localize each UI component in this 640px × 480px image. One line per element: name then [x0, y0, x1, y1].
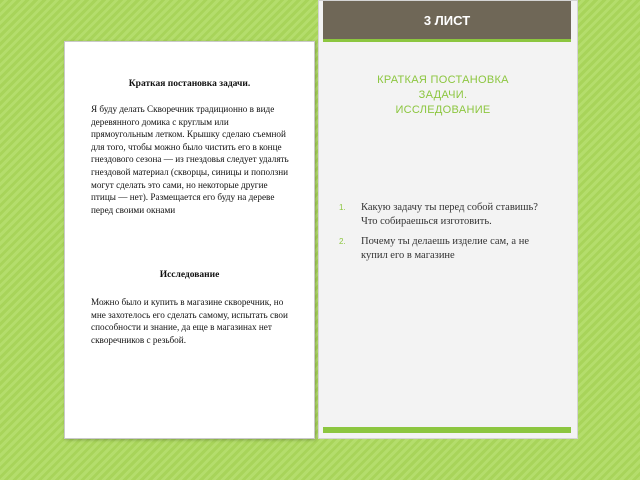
- slide-header-accent-bar: [323, 39, 571, 42]
- list-item-number: 1.: [339, 203, 346, 212]
- slide-title-line: ЗАДАЧИ.: [418, 89, 468, 101]
- document-page: [64, 41, 315, 439]
- slide-title-line: ИССЛЕДОВАНИЕ: [395, 104, 491, 116]
- slide-panel: [318, 0, 578, 439]
- list-item-number: 2.: [339, 237, 346, 246]
- slide-title: [343, 73, 543, 118]
- slide-title-line: КРАТКАЯ ПОСТАНОВКА: [377, 74, 509, 86]
- list-item-text: Почему ты делаешь изделие сам, а не купил его в магазине: [361, 236, 529, 261]
- slide-header: [323, 1, 571, 39]
- document-paragraph-task: Я буду делать Скворечник традиционно в виде деревянного домика с круглым или прямоугольным летком. Крышку сделаю съемной для того, чтобы можно было чистить его в конце гнездового сезона — из гнездовья следует удалять гнездовой материал (скворцы, синицы и поползни могут сделать это сами, но некоторые другие птицы — нет). Размещается его буду на дереве перед своими окнами: [91, 104, 289, 215]
- list-item: [339, 235, 555, 263]
- slide-question-list: [339, 201, 555, 269]
- list-item-text: Какую задачу ты перед собой ставишь? Что собираешься изготовить.: [361, 202, 538, 227]
- list-item: [339, 201, 555, 229]
- document-paragraph-research: Можно было и купить в магазине скворечник, но мне захотелось его сделать самому, испытать свои способности и знание, да еще в магазинах нет скворечников с резьбой.: [91, 297, 288, 345]
- slide-header-title: 3 ЛИСТ: [423, 12, 471, 28]
- slide-footer-accent-bar: [323, 427, 571, 433]
- document-heading-task: Краткая постановка задачи.: [128, 79, 251, 89]
- document-heading-research: Исследование: [159, 270, 220, 280]
